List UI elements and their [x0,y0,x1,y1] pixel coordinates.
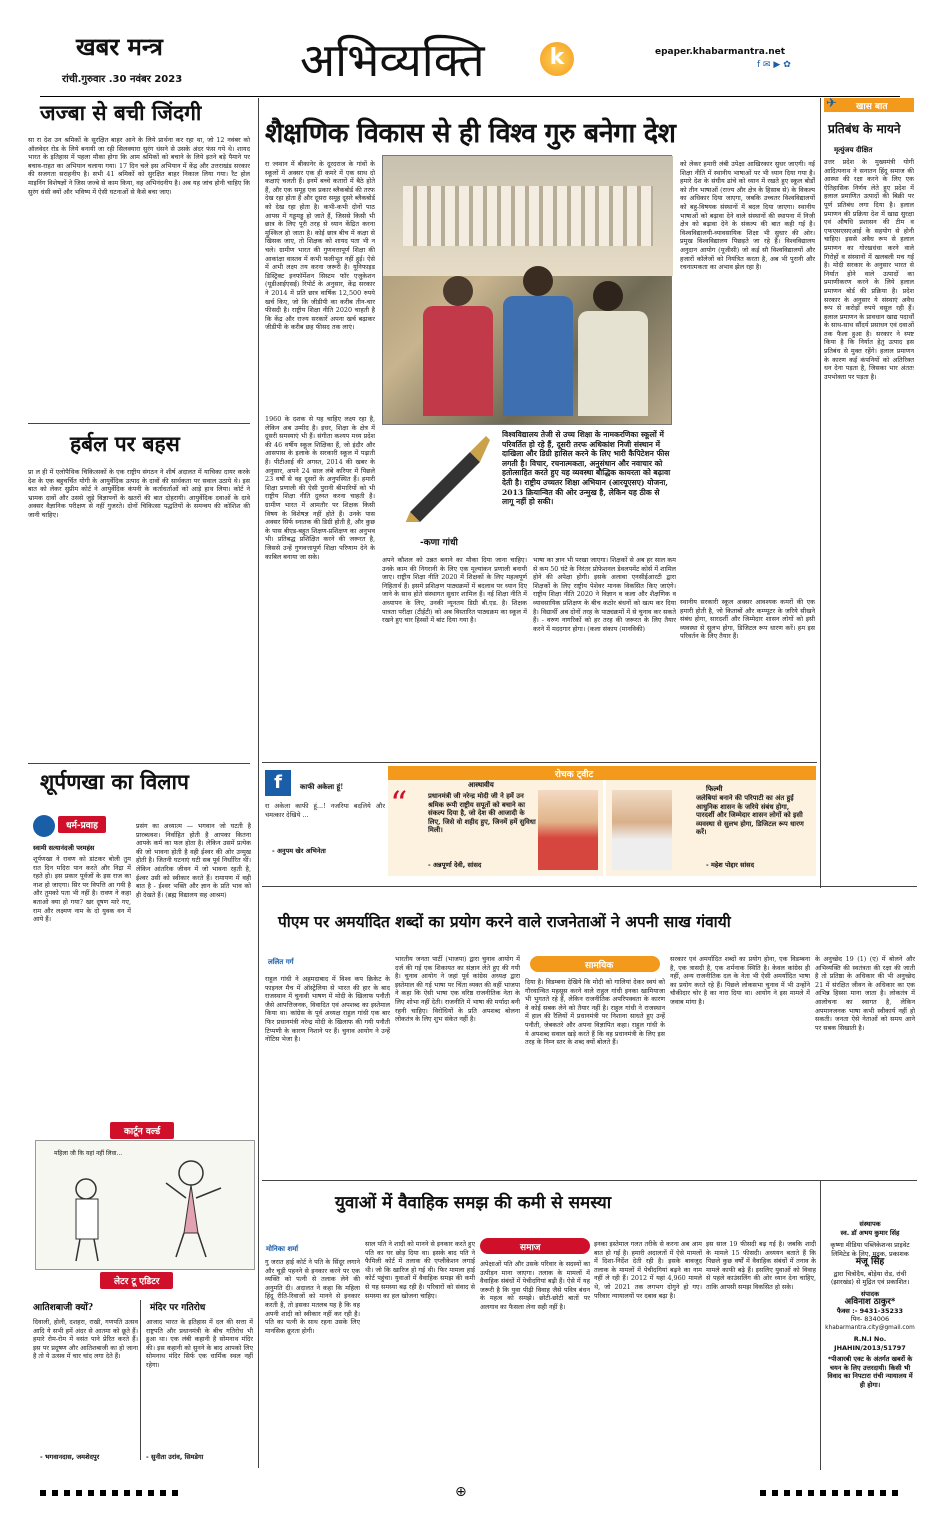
quote-box-1 [388,780,603,876]
quote-1-sign: - अन्नपूर्णा देवी, सांसद [428,861,482,869]
imprint [824,1220,916,1470]
article-3-headline: युवाओं में वैवाहिक समझ की कमी से समस्या [335,1193,612,1213]
article-2-author: ललित गर्ग [268,958,294,966]
cartoon-caption: महिला जी कि यहां नहीं लिवा... [54,1150,123,1157]
rni-number: JHAHIN/2013/51797 [834,1343,906,1352]
logo [540,42,574,76]
lead-headline: शैक्षणिक विकास से ही विश्व गुरु बनेगा देश [265,118,676,149]
quote-2-tag: फिल्मी [706,784,723,793]
editor-label: संपादक [860,1289,880,1298]
lead-body-2: 1960 के दशक से यह चाहिए लक्ष्य रहा है, लेकिन अब उम्मीद है। इधर, शिक्षा के क्षेत्र में दूसरी समस्याएं भी हैं। संगीता कश्यप मध्य प्रदेश की 46 वर्षीय स्कूल शिक्षिका हैं, जो इंदौर और आसपास के इलाके के सरकारी स्कूल में पढ़ाती हैं। पीटीआई की अगस्त, 2014 की खबर के अनुसार, अपने 24 साल लंबे करियर में पिछले 23 वर्षों से वह दूसरों के अनुपस्थित हैं। हमारी शिक्षा प्रणाली की ऐसी पुरानी बीमारियों को भी राष्ट्रीय शिक्षा नीति दुरुस्त करना चाहती है। ग्रामीण भारत में आमतौर पर शिक्षक किसी विषय के विशेषज्ञ नहीं होते हैं। उनके पास अक्सर सिर्फ स्नातक की डिग्री होती है, और कुछ के पास बीएड-बहुत शिक्षण-प्रशिक्षण का अनुभव भी। प्रतिबद्ध प्रशिक्षित करने की जरूरत है, जिससे उन्हें गुणवत्तापूर्ण शिक्षा परिणाम देने के काबिल बनाया जा सके। [265,415,375,561]
article-3-body-4: इनका इस्तेमाल गलत तरीके से करना अब आम बात हो गई है। हमारी अदालतों में ऐसे मामलों में दिशा-निर्देश देती रही है। इसके बावजूद तलाक के मामलों में पेचीदगियां बढ़ने का नाम नहीं ले रही हैं। 2012 में यहां 4,960 मामले थे, जो 2021 तक लगभग दोगुने हो गए। परिवार न्यायालयों पर दबाव बढ़ा है। [594,1240,702,1300]
article-3-body-2: साल पति ने शादी को मानने से इनकार करते हुए पति का घर छोड़ दिया था। इसके बाद पति ने फैमिली कोर्ट में तलाक की एप्लीकेशन लगाई थी। जो कि खारिज हो गई थी। फिर मामला हाई कोर्ट पहुंचा। युवाओं में वैवाहिक समझ की कमी से यह समस्या बढ़ रही है। परिवारों को संवाद से समस्या का हल खोजना चाहिए। [365,1240,475,1300]
pen-illustration [400,432,490,527]
tweet-header: रोचक ट्वीट [555,770,594,780]
pull-quote: विश्वविद्यालय तेजी से उच्च शिक्षा के नामकरणिका स्कूलों में परिवर्तित हो रहे हैं, दूसरी तरफ अधिकांश निजी संस्थान में दाखिला और डिग्री हासिल करने के लिए भारी कैपिटेशन फीस लगती है। विचार, रचनात्मकता, अनुसंधान और नवाचार को हतोत्साहित करते हुए यह व्यवस्था बौद्धिक कायरता को बढ़ावा देती है। राष्ट्रीय उच्चतर शिक्षा अभियान (आरयूएसए) योजना, 2013 क्रियान्वित की ओर उन्मुख है, लेकिन यह ठीक से लागू नहीं हो सकी। [502,430,671,507]
color-bar-right [760,1490,900,1496]
editorial-1-body: सा रा देश उन श्रमिकों के सुरक्षित बाहर आने के लिये प्रार्थना कर रहा था, जो 12 नवंबर को ऑलवेदर रोड के लिये बनायी जा रही सिलक्यारा सुरंग धंसने से उसके अंदर फंस गये थे। शायद भारत के इतिहास में पहला मौका होगा कि आम श्रमिकों को बचाने के लिये इतने बड़े पैमाने पर बचाव-राहत का अभियान चलाया गया। 17 दिन चले इस अभियान में केंद्र और उत्तराखंड सरकार की सजगता सराहनीय है। सभी 41 श्रमिकों को सुरक्षित बाहर निकाल लिया गया। रैट होल माइनिंग विशेषज्ञों ने जिस जज्बे से काम किया, वह अभिनंदनीय है। अब यह जांच होनी चाहिए कि सुरंग धंसी क्यों और भविष्य में ऐसी घटनाओं से कैसे बचा जाए। [28,136,250,196]
fb-text: रा अकेला काफी हूं...! नजरिया बदलिये और चमत्कार देखिये ... [265,802,385,819]
editorial-2-title: हर्बल पर बहस [70,431,180,456]
fax: फैक्स :- 9431-35233 [836,1306,904,1315]
cartoon-figure-2-icon [56,1171,126,1266]
rni-label: R.N.I No. [853,1335,887,1343]
lead-photo [382,155,672,425]
article-2-headline: पीएम पर अमर्यादित शब्दों का प्रयोग करने वाले राजनेताओं ने अपनी साख गंवायी [278,912,731,931]
right-author: मृत्युंजय दीक्षित [834,146,873,154]
dateline: रांची.गुरुवार .30 नवंबर 2023 [62,74,183,85]
letter-1-body: दिवाली, होली, दशहरा, राखी, गणपति उत्सव आदि ये सभी हमें अंदर से आतमा को छूते हैं। हमारे रोम-रोम में वसंत पाने प्रेरित करते हैं। इस पर प्रदूषण और आतिशबाजी का हो जाना है तो ये उत्सव में चार चांद लगा देते हैं। [33,1318,138,1361]
dharm-icon [33,815,55,837]
imprint-note: *पीआरबी एक्ट के अंतर्गत खबरों के चयन के लिए उत्तरदायी। किसी भी विवाद का निपटारा रांची न्यायालय में ही होगा। [827,1355,913,1389]
article-2-body-4: सरकार एवं अमर्यादित शब्दों का प्रयोग होना, एक विडम्बना है, एक त्रासदी है, एक शर्मनाक स्थिति है। केवल कांग्रेस ही नहीं, अन्य राजनीतिक दल के नेता भी ऐसी अमर्यादित भाषा का प्रयोग करते रहे हैं। पिछले लोकसभा चुनाव में भी उन्होंने चौकीदार चोर है का नारा दिया था। आयोग ने इस मामले में जवाब मांगा है। [670,955,810,1006]
article-3-tag: समाज [520,1243,541,1253]
editorial-1-title: जज्बा से बची जिंदगी [40,100,202,125]
logo-letter: k [549,45,565,70]
tweet-header-bar [388,766,816,780]
letters-tag: लेटर टू एडिटर [100,1272,173,1289]
brand-name: खबर मन्त्र [76,32,163,61]
article-2-body-3: दिया है। विडम्बना देखिये कि मोदी को गालियां देकर स्वयं को गौरवान्वित महसूस करने वाले राहुल गांधी इनका खामियाजा भी भुगतते रहे हैं, लेकिन राजनीतिक अपरिपक्वता के कारण वे कोई सबक लेने को तैयार नहीं है। राहुल गांधी ने राजस्थान में हाल की रैलियों में प्रधानमंत्री पर निशाना साधते हुए उन्हें पनौती, जेबकतरे और अपना विज्ञापित कहा। राहुल गांधी के ये अपशब्द सवाल खड़े करते हैं कि वह प्रधानमंत्री के लिए इस तरह के निम्न स्तर के शब्द क्यों बोलते हैं। [525,978,665,1047]
quote-1-text: प्रधानमंत्री जी नरेन्द्र मोदी जी ने हमें उन श्रमिक रूपी राष्ट्रीय सपूतों को बचाने का संकल्प दिया है, जो देश की आजादी के लिए, जिसे वो शहीद हुए, जिनमें हमें सुविधा मिली। [428,792,536,835]
letter-2-sign: - सुनीता उरांव, सिमडेगा [146,1453,204,1461]
pen-icon [400,432,490,522]
quote-box-2 [606,780,816,876]
editor-name: अविनाश ठाकुर* [844,1297,896,1307]
right-body: उत्तर प्रदेश के मुख्यमंत्री योगी आदित्यनाथ ने सनातन हिंदू समाज की आस्था की रक्षा करने के लिए एक ऐतिहासिक निर्णय लेते हुए प्रदेश में हलाल प्रमाणित उत्पादों की बिक्री पर पूर्ण प्रतिबंध लगा दिया है। हलाल प्रमाणन की प्रक्रिया देश में खाद्य सुरक्षा एवं औषधि प्रशासन की टीम व एफएसएसएआई के सहयोग से होनी चाहिए। इससे अवैध रूप से हलाल प्रमाणन का गोरखधंधा करने वाले गिरोहों व संस्थानों में खलबली मच गई है। मोदी सरकार के अनुसार भारत से निर्यात होने वाले उत्पादों का प्रमाणीकरण करने के लिये हलाल प्रमाणन बोर्ड की प्रक्रिया है। प्रदेश सरकार के अनुसार ये संस्थाएं अवैध रूप से करोड़ों रुपये वसूल रही हैं। हलाल प्रमाणन के प्रावधान खाद्य पदार्थों के साथ-साथ सौंदर्य प्रसाधन एवं दवाओं तक फैला हुआ है। सरकार ने स्पष्ट किया है कि निर्यात हेतु उत्पाद इस प्रतिबंध से मुक्त रहेंगे। हलाल प्रमाणन के कारण कई कंपनियों को अतिरिक्त धन देना पड़ता है, जिसका भार अंततः उपभोक्ता पर पड़ता है। [824,158,914,381]
article-3-body-1: गु जरात हाई कोर्ट ने पति के सिंदूर लगाने और चूड़ी पहनने से इनकार करने पर एक व्यक्ति को पत्नी से तलाक लेने की अनुमति दी। अदालत ने कहा कि महिला हिंदू रीति-रिवाजों को मानने से इनकार करती है, तो इसका मतलब यह है कि वह अपनी शादी को स्वीकार नहीं कर रही है। पति का पत्नी के साथ रहना उसके लिए मानसिक क्रूरता होगी। [265,1258,360,1335]
quote-2-sign: - महेश पोद्दार सांसद [706,861,755,869]
dharm-body-2: प्रसंग का अध्यात्म — भगवान जो घटती है प्रारब्धवश। निर्वाहित होती है आपका कितना आपके कर्म का फल होता है। लेकिन उसमें प्रत्येक की जो भावना होती है वही ईश्वर की ओर उन्मुख होती है। जितनी घटनाएं घटी सब पूर्व निर्धारित थीं। लेकिन आंतरिक जीवन में जो भावना रहती है, ईश्वर उसी को स्वीकार करते हैं। रामायण में वही बात है - ईश्वर भक्ति और ज्ञान के प्रति भाव को ही देखते हैं। (ब्रह्म विद्यालय सह आश्रम) [136,822,251,899]
dharm-body: शूर्पणखा ने रावण को डांटकर बोली तुम रात दिन मदिरा पान करते और निद्रा में रहते हो। इस प्रकार पूर्वजों के इस राज का नाश हो जाएगा। सिर पर विपत्ति आ गयी है और तुमको पता भी नहीं है। रावण ने कहा बताओ क्या हो गया? खर दूषण मारे गए, राम और लक्ष्मण नाम के दो युवक वन में आये हैं। [33,855,131,924]
quote-1-portrait [538,790,598,870]
publisher-text: कृष्णा मीडिया पब्लिकेशन्स प्राइवेट लिमिटेड के लिए, मुद्रक, प्रकाशक [830,1241,910,1258]
quote-1-mark-icon: “ [390,784,408,824]
dharm-tag: धर्म-प्रवाह [58,816,106,833]
founder-label: संस्थापक [859,1220,881,1228]
lead-author: -कणा गांधी [420,538,458,548]
editorial-2-body: प्रा ल ही में एलोपैथिक चिकित्सकों के एक राष्ट्रीय संगठन ने शीर्ष अदालत में याचिका दायर करके देश के एक बहुचर्चित योगी के आयुर्वेदिक उत्पाद के दावों की सार्थकता पर सवाल उठाये थे। इस बात को लेकर सुप्रीम कोर्ट ने आयुर्वेदिक कंपनी के कर्ताधर्ताओं को आड़े हाथ लिया। कोर्ट ने भ्रामक दावों और उससे जुड़े विज्ञापनों के खतरों की बात दोहरायी। आयुर्वेदिक दवाओं के दावे अक्सर वैज्ञानिक परीक्षण से नहीं गुजरते। दोनों चिकित्सा पद्धतियों के समन्वय की कोशिश की जानी चाहिए। [28,468,250,519]
quote-1-tag: आस्थावीय [468,780,494,789]
letter-1-sign: - भगवानदास, जमशेदपुर [40,1453,100,1461]
khas-baat-tag: खास बात [856,102,888,112]
dharm-title: शूर्पणखा का विलाप [40,769,189,794]
plane-icon: ✈ [826,96,837,111]
email[interactable]: khabarmantra.city@gmail.com [825,1324,915,1331]
letter-1-title: आतिशबाजी क्यों? [33,1303,94,1313]
lead-body-3: अपने कौशल को उन्नत बनाने का मौका दिया जाना चाहिए। उनके काम की निगरानी के लिए एक मूल्यांकन प्रणाली बनायी जाए। राष्ट्रीय शिक्षा नीति 2020 में शिक्षकों के लिए महत्वपूर्ण निहितार्थ हैं। इसमें प्रशिक्षण पाठ्यक्रमों में बदलाव पर ध्यान दिए जाने के साथ होते संस्थागत सुधार शामिल हैं। नई शिक्षा नीति में अध्यापन के लिए, उनकी न्यूनतम डिग्री बी.एड. है। शिक्षक पात्रता परीक्षा (टीईटी) को अब विस्तारित पाठ्यक्रम का स्कूल में रखने हुए चार हिस्सों में बांट दिया गया है। [382,556,527,625]
press-text: द्वारा चित्रोदैय, बोड़ेया रोड, रांची (झारखंड) से मुद्रित एवं प्रकाशित। [830,1269,910,1286]
letter-2-body: आजाद भारत के इतिहास में दल की सत्ता में राष्ट्रपति और प्रधानमंत्री के बीच गतिरोध भी हुआ था। एक लंबी कहानी है सोमनाथ मंदिर की। इस कहानी को सुनने के बाद आपको लिए सोमनाथ मंदिर सिर्फ एक धार्मिक स्थल नहीं रहेगा। [146,1318,253,1369]
right-headline: प्रतिबंध के मायने [828,122,901,136]
article-2-body-2: भारतीय जनता पार्टी (भाजपा) द्वारा चुनाव आयोग में दर्ज की गई एक शिकायत का संज्ञान लेते हुए की गयी है। चुनाव आयोग ने जहां पूर्व कांग्रेस अध्यक्ष द्वारा इस्तेमाल की गई भाषा पर चिंता व्यक्त की वहीं भाजपा ने कहा कि ऐसी भाषा एक वरिष्ठ राजनीतिक नेता के लिए शोभा नहीं देती। राजनीति में भाषा की मर्यादा बनी रहनी चाहिए। विरोधियों के प्रति अपशब्द बोलना लोकतंत्र के लिए शुभ संकेत नहीं है। [395,955,520,1024]
pin: पिन- 834006 [850,1315,890,1323]
letter-2-title: मंदिर पर गतिरोध [150,1303,206,1313]
masthead [0,0,945,96]
article-2-tag: सामयिक [585,961,614,971]
lead-body-1: रा ज्स्थान में बीकानेर के दूरदराज के गांवों के स्कूलों में अक्सर एक ही कमरे में एक साथ दो कक्षाएं चलती हैं। इनमें बच्चे कतारों में बैठे होते हैं, और एक समूह एक प्रकार ब्लैकबोर्ड की तरफ देख रहा होता है और दूसरा समूह दूसरे ब्लैकबोर्ड को देख रहा होता है। कभी-कभी दोनों पाठ आपस में गड्डमड्ड हो जाते हैं, जिससे किसी भी छात्र के लिए पूरी तरह से ध्यान केंद्रित करना मुश्किल हो जाता है। कोई छात्र बीच में कक्षा से खिसक जाए, तो शिक्षक को शायद पता भी न चले। ग्रामीण भारत की गुणवत्तापूर्ण शिक्षा की आकांक्षा वास्तव में कभी फलीभूत नहीं हुई। ऐसे में अभी लक्ष्य तय करना जरूरी है। यूनिफाइड डिस्ट्रिक्ट इनफॉर्मेशन सिस्टम फॉर एजुकेशन (यूडीआईएसई) रिपोर्ट के अनुसार, केंद्र सरकार ने 2014 में प्रति छात्र वार्षिक 12,500 रुपये खर्च किए, जो कि जीडीपी का करीब तीन-चार फीसदी है। राष्ट्रीय शिक्षा नीति 2020 चाहती है कि केंद्र और राज्य सरकारें अपना खर्च बढ़ाकर जीडीपी के करीब छह फीसद तक लाएं। [265,160,375,332]
section-title: अभिव्यक्ति [300,33,485,87]
fb-sign: - अनुपम खेर अभिनेता [272,847,326,855]
founder-name: स्व. डॉ अभय कुमार सिंह [840,1228,900,1237]
lead-body-6: स्थानीय सरकारी स्कूल अक्सर आवश्यक कमरों की एक हमारी होती है, जो किताबों और कम्प्यूटर के जरिये सीखने संबंध होगा, सारदर्शी और जिम्मेदार शासन लोगों को इसी व्यवस्था से सुलभ होगा, डिजिटल रूप धारण करें। हम इस परिवर्तन के लिए तैयार हैं। [680,598,815,641]
dharm-author: स्वामी सत्यानंदजी परमहंस [33,844,95,852]
cartoon-figure-icon [136,1153,246,1263]
article-3-author: मोनिका शर्मा [266,1245,299,1253]
cartoon-image [35,1140,255,1270]
lead-body-5: को लेकर हमारी लंबी उपेक्षा आखिरकार सुधर जाएगी। नई शिक्षा नीति में स्थानीय भाषाओं पर भी ध्यान दिया गया है। हमारे देश के संघीय ढांचे को ध्यान में रखते हुए स्कूल बोर्डों को तीन भाषाओं (राज्य और क्षेत्र के हिसाब से) के विकल्प का अधिकार दिया जाएगा, जबकि उच्चतर विश्वविद्यालयों को बहु-विषयक संस्थानों में बदल दिया जाएगा। स्थानीय भाषाओं को बढ़ावा देने वाले संस्थानों की स्थापना में निजी क्षेत्र को बढ़ावा देने के संकल्प की बात कही गई है। विश्वविद्यालयी-व्यावसायिक शिक्षा भी सुधार की ओर। प्रमुख विश्वविद्यालय पिछड़ते जा रहे हैं। विश्वविद्यालय अनुदान आयोग (यूजीसी) जो कई सौ विश्वविद्यालयों और हजारों कॉलेजों को नियंत्रित करता है, अब भी पुरानी और रचनात्मकता का अभाव झेल रहा है। [680,160,815,272]
publisher-name: मंजू सिंह [855,1257,885,1267]
article-2-body-5: के अनुच्छेद 19 (1) (ए) में बोलने और अभिव्यक्ति की स्वतंत्रता की रक्षा की जाती है तो प्रतिष्ठा के अधिकार की भी अनुच्छेद 21 में संरक्षित जीवन के अधिकार का एक अभिन्न हिस्सा माना जाता है। लोकतंत्र में आलोचना का स्वागत है, लेकिन अपमानजनक भाषा कभी स्वीकार्य नहीं हो सकती। जनता ऐसे नेताओं को समय आने पर सबक सिखाती है। [815,955,915,1032]
fb-label: काफी अकेला हूं! [300,782,344,791]
quote-2-text: जलेबियां बनाने की परिपाटी का अंत हुई आधुनिक शासन के जरिये संबंध होगा, पारदर्शी और जिम्मेदार शासन लोगों को इसी व्यवस्था से सुलभ होगा, डिजिटल रूप धारण करें। [696,794,804,837]
epaper-url[interactable]: epaper.khabarmantra.net [655,47,786,57]
social-icons: f ✉ ▶ ✿ [757,60,791,70]
article-2-body-1: राहुल गांधी ने अहमदाबाद में विश्व कप क्रिकेट के फाइनल मैच में ऑस्ट्रेलिया से भारत की हार के बाद राजस्थान में चुनावी भाषण में मोदी के खिलाफ पनौती जैसे आपत्तिजनक, विवादित एवं अपशब्द का इस्तेमाल किया था। कांग्रेस के पूर्व अध्यक्ष राहुल गांधी एक बार फिर प्रधानमंत्री नरेन्द्र मोदी के खिलाफ की गयी पनौती टिप्पणी के कारण निशाने पर हैं। चुनाव आयोग ने उन्हें नोटिस भेजा है। [265,975,390,1044]
facebook-icon[interactable]: f [265,770,291,796]
color-bar-left [40,1490,180,1496]
article-3-body-5: इस साल 19 फीसदी बढ़ गई है। जबकि शादी के मामले 15 फीसदी। अध्ययन बताते हैं कि पिछले कुछ वर्षों में वैवाहिक संबंधों में तनाव के मामले काफी बढ़े हैं। इसलिए युवाओं को विवाह से पहले काउंसलिंग की ओर ध्यान देना चाहिए, ताकि आपसी समझ विकसित हो सके। [706,1240,816,1291]
cartoon-tag: कार्टून वर्ल्ड [110,1122,174,1139]
quote-2-portrait [612,790,672,870]
lead-body-4: भाषा का ज्ञान भी परखा जाएगा। शिक्षकों से अब हर साल कम से कम 50 घंटे के निरंतर प्रोफेशनल डेवलपमेंट कोर्स में शामिल होने की अपेक्षा होगी। इसके अलावा एनसीईआरटी द्वारा शिक्षकों के लिए राष्ट्रीय पेशेवर मानक विकसित किए जाएंगे। राष्ट्रीय शिक्षा नीति 2020 ने विज्ञान व कला और शैक्षणिक व व्यावसायिक प्रशिक्षण के बीच कठोर बंधनों को खत्म कर दिया है। विद्यार्थी अब दोनों तरह के पाठ्यक्रमों में से चुनाव कर सकते हैं। - वरुण नागरिकों को हर तरह की जरूरत के लिए तैयार करने में मददगार होगा। (कला संकाय (मानविकी) [533,556,676,633]
article-3-body-3: अपेक्षाओं पति और उसके परिवार के सदस्यों का उत्पीड़न माना जाएगा। तलाक के मामलों में वैवाहिक संबंधों में पेचीदगियां बढ़ी हैं। ऐसे में यह जरूरी है कि युवा पीढ़ी विवाह जैसे पवित्र बंधन के महत्व को समझे। छोटी-छोटी बातों पर अलगाव का फैसला लेना सही नहीं है। [480,1260,590,1311]
registration-mark-icon: ⊕ [455,1484,467,1500]
